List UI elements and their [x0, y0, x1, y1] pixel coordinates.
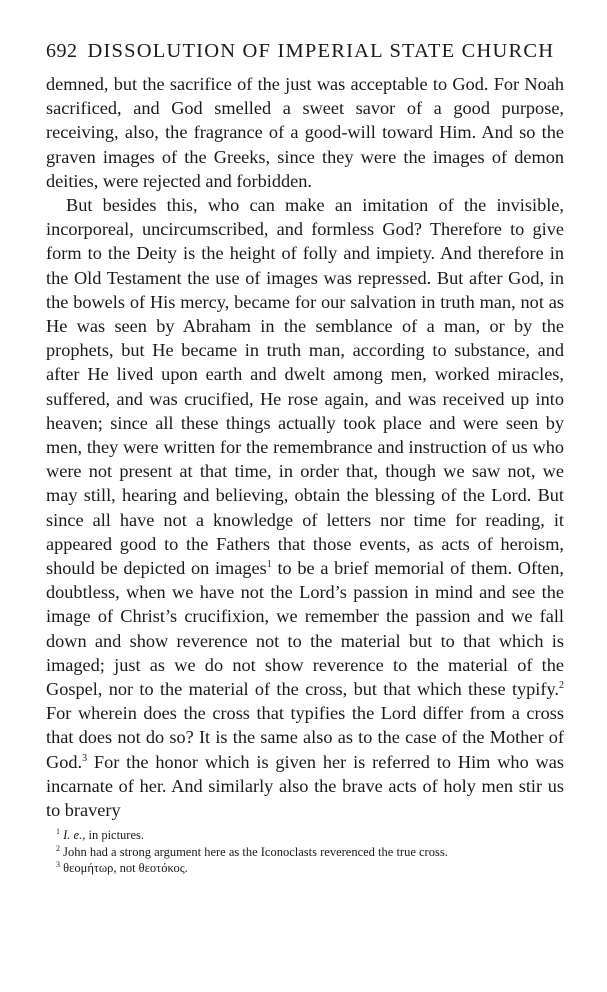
paragraph-text: But besides this, who can make an imitation of the invisible, incorporeal, uncircumscribed, and formless God? Therefore to give form to the Deity is the height of folly and impiety. And therefore in the Old Testament the use of images was repressed. But after God, in the bowels of His mercy, became for our salvation in truth man, not as He was seen by Abraham in the semblance of a man, or by the prophets, but He became in truth man, according to substance, and after He lived upon earth and dwelt among men, worked miracles, suffered, and was crucified, He rose again, and was received up into heaven; since all these things actually took place and were seen by men, they were written for the remembrance and instruction of us who were not present at that time, in order that, though we saw not, we may still, hearing and believing, obtain the blessing of the Lord. But since all have not a knowledge of letters nor time for reading, it appeared good to the Fathers that those events, as acts of heroism, should be depicted on images [46, 195, 564, 579]
footnote-text: in pictures. [85, 828, 145, 843]
footnote-text: θεομήτωρ, not θεοτόκος. [63, 861, 188, 876]
body-text [46, 72, 564, 822]
book-page [46, 40, 564, 878]
footnote-reference: 1 [266, 559, 272, 571]
footnote-marker: 1 [56, 827, 60, 837]
footnote-text: John had a strong argument here as the Iconoclasts reverenced the true cross. [63, 844, 448, 859]
chapter-title: DISSOLUTION OF IMPERIAL STATE CHURCH [87, 40, 555, 62]
footnote [46, 845, 564, 861]
footnote [46, 861, 564, 877]
running-head [46, 40, 564, 68]
paragraph-continued: demned, but the sacrifice of the just was acceptable to God. For Noah sacrificed, and God smelled a sweet savor of a good purpose, receiving, also, the fragrance of a good-will toward Him. And so the graven images of the Greeks, since they were the images of demon deities, were rejected and forbidden. [46, 74, 564, 191]
footnote-reference: 2 [559, 680, 564, 692]
footnote-marker: 2 [56, 843, 60, 853]
footnote-reference: 3 [82, 752, 88, 764]
page-number: 692 [46, 40, 78, 62]
paragraph-text: to be a brief memorial of them. Often, doubtless, when we have not the Lord’s passion in mind and see the image of Christ’s crucifixion, we remember the passion and we fall down and show reverence not to the material but to that which is imaged; just as we do not show reverence to the material of the Gospel, nor to the material of the cross, but that which these typify. [46, 558, 564, 700]
footnotes [46, 828, 564, 877]
paragraph-text: For the honor which is given her is referred to Him who was incarnate of her. And similarly also the brave acts of holy men stir us to bravery [46, 751, 564, 821]
footnote [46, 828, 564, 844]
paragraph [46, 193, 564, 822]
footnote-abbreviation: I. e., [63, 828, 86, 843]
paragraph-text: For wherein does the cross that typifies the Lord differ from a cross that does not do so? It is the same also as to the case of the Mother of God. [46, 703, 564, 772]
footnote-marker: 3 [56, 860, 60, 870]
